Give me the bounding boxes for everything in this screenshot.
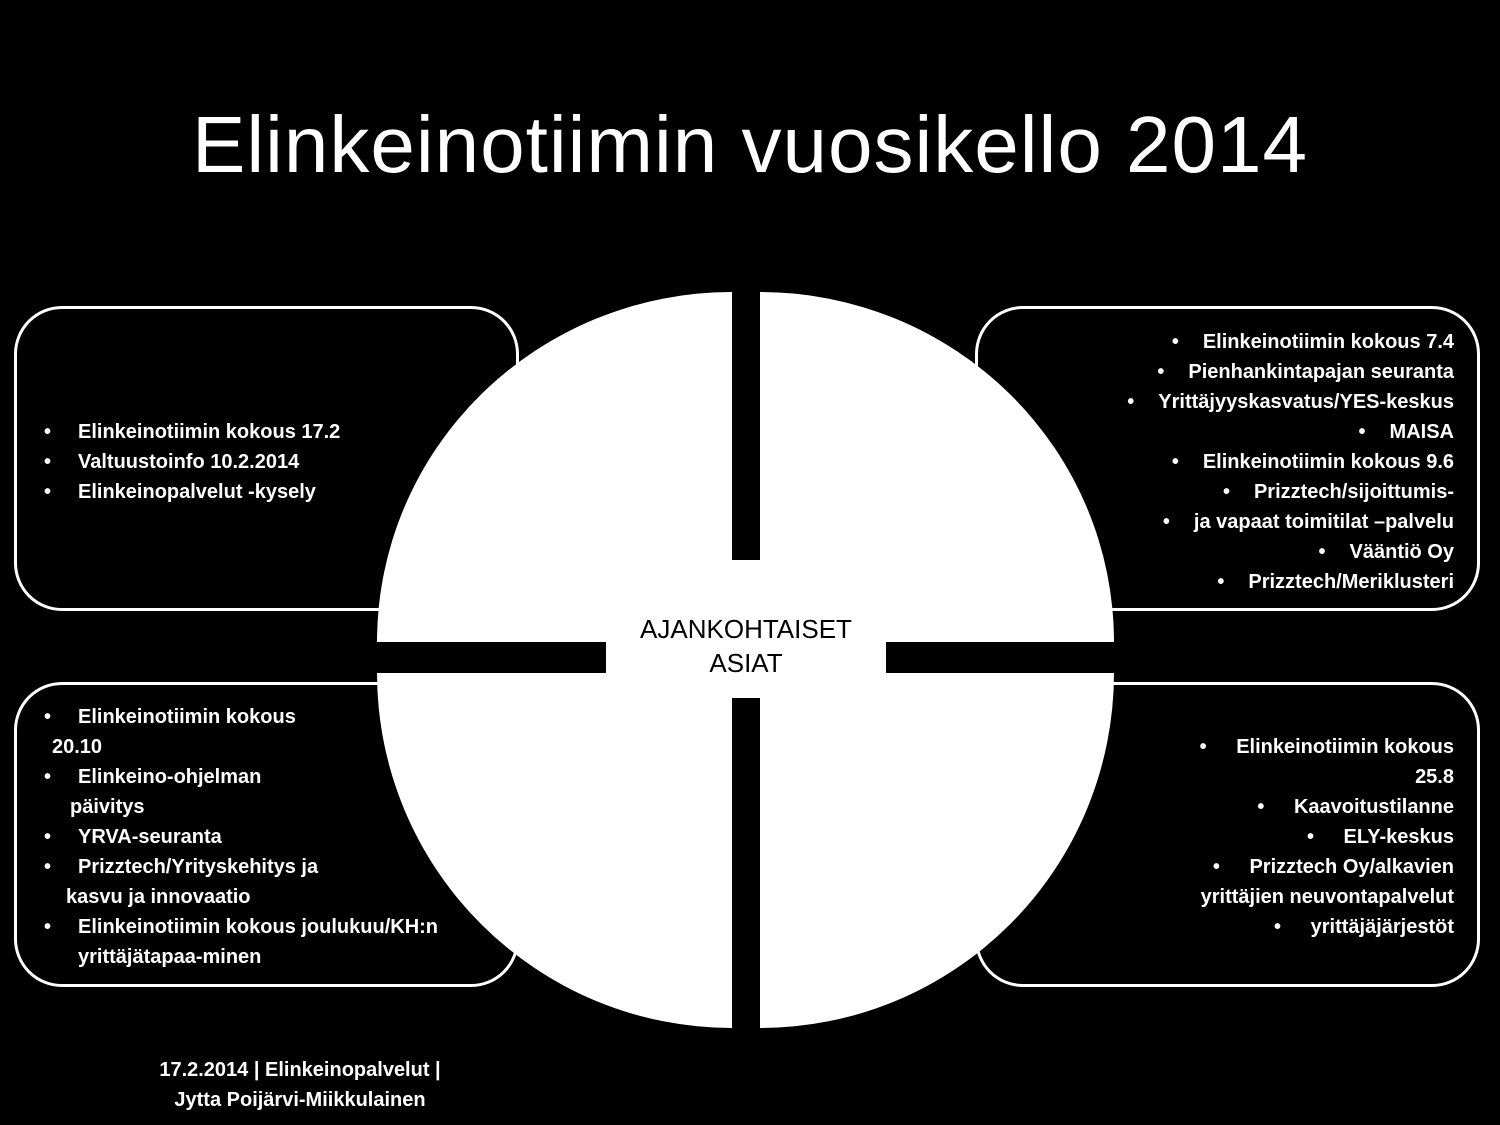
list-item: • Elinkeinotiimin kokous 9.6 [974,447,1454,477]
list-item-continuation: 20.10 [52,736,103,758]
center-label [606,612,886,680]
list-item [14,762,494,822]
list-item-continuation: kasvu ja innovaatio [66,886,251,908]
center-label-line-2: ASIAT [709,648,783,678]
list-item-continuation: yrittäjien neuvontapalvelut [1200,886,1454,908]
list-item: • MAISA [974,417,1454,447]
list-item [974,852,1454,912]
top-right-list [974,327,1454,597]
list-item [974,912,1454,942]
list-item-line: Kaavoitustilanne [1293,796,1454,818]
list-item-line: Elinkeino-ohjelman [78,766,262,788]
list-item [974,822,1454,852]
list-item: • Elinkeinotiimin kokous 7.4 [974,327,1454,357]
list-item [14,852,494,912]
list-item-line: Prizztech/Yrityskehitys ja [78,856,319,878]
top-left-list [14,417,494,507]
list-item: • ja vapaat toimitilat –palvelu [974,507,1454,537]
list-item [14,912,494,972]
bottom-left-list [14,702,494,972]
list-item-continuation: päivitys [70,796,145,818]
list-item: • Yrittäjyyskasvatus/YES-keskus [974,387,1454,417]
list-item [14,702,494,762]
list-item-line: Elinkeinotiimin kokous joulukuu/KH:n [78,916,439,938]
list-item: • Elinkeinopalvelut -kysely [14,477,494,507]
footer-line-2: Jytta Poijärvi-Miikkulainen [174,1089,426,1111]
list-item [974,732,1454,792]
list-item: • Valtuustoinfo 10.2.2014 [14,447,494,477]
list-item-line: yrittäjäjärjestöt [1310,916,1454,938]
list-item-continuation: yrittäjätapaa-minen [78,946,262,968]
list-item [14,822,494,852]
footer [100,1055,500,1115]
list-item-line: YRVA-seuranta [78,826,222,848]
list-item-line: Elinkeinotiimin kokous [78,706,296,728]
slide-title: Elinkeinotiimin vuosikello 2014 [191,100,1309,189]
list-item: • Prizztech/Meriklusteri [974,567,1454,597]
list-item-line: ELY-keskus [1343,826,1454,848]
list-item: • Prizztech/sijoittumis- [974,477,1454,507]
bottom-right-list [974,732,1454,942]
footer-line-1: 17.2.2014 | Elinkeinopalvelut | [159,1059,441,1081]
list-item-continuation: 25.8 [1415,766,1454,788]
list-item [974,792,1454,822]
list-item-line: Elinkeinotiimin kokous [1236,736,1454,758]
list-item: • Pienhankintapajan seuranta [974,357,1454,387]
list-item: • Vääntiö Oy [974,537,1454,567]
center-label-line-1: AJANKOHTAISET [640,614,852,644]
list-item-line: Prizztech Oy/alkavien [1249,856,1454,878]
list-item: • Elinkeinotiimin kokous 17.2 [14,417,494,447]
